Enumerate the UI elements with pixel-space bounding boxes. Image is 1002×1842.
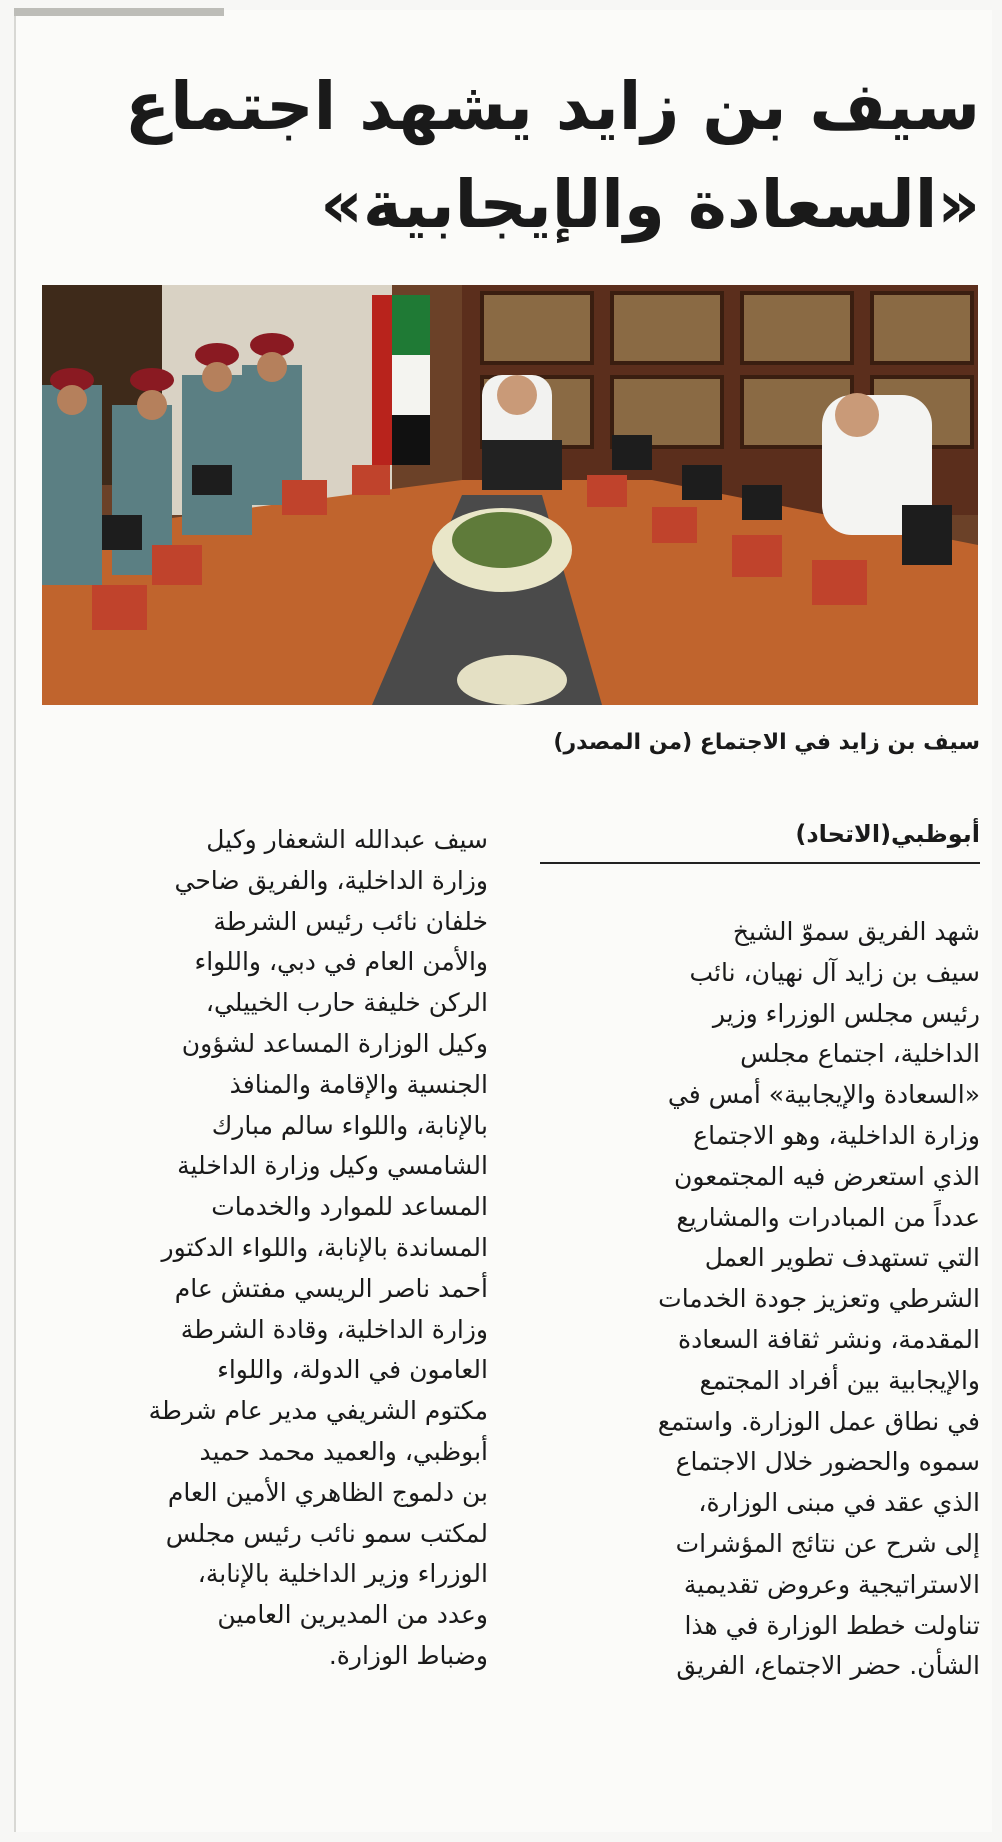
column-line: لمكتب سمو نائب رئيس مجلس bbox=[165, 1518, 488, 1548]
column-line: مكتوم الشريفي مدير عام شرطة bbox=[148, 1396, 488, 1426]
flag-icon bbox=[372, 295, 430, 465]
column-line: «السعادة والإيجابية» أمس في bbox=[667, 1080, 980, 1110]
column-line: أبوظبي، والعميد محمد حميد bbox=[199, 1436, 488, 1466]
column-line: عدداً من المبادرات والمشاريع bbox=[676, 1202, 980, 1232]
column-line: الجنسية والإقامة والمنافذ bbox=[229, 1069, 488, 1099]
column-line: التي تستهدف تطوير العمل bbox=[704, 1243, 980, 1273]
headline-line-2: «السعادة والإيجابية» bbox=[320, 166, 980, 243]
column-line: والإيجابية بين أفراد المجتمع bbox=[699, 1365, 980, 1395]
headline bbox=[80, 58, 980, 254]
column-line: العامون في الدولة، واللواء bbox=[217, 1355, 488, 1385]
column-line: والأمن العام في دبي، واللواء bbox=[194, 947, 488, 977]
column-line: المساندة بالإنابة، واللواء الدكتور bbox=[161, 1232, 488, 1262]
photo-caption: سيف بن زايد في الاجتماع (من المصدر) bbox=[553, 730, 980, 755]
meeting-room-illustration bbox=[42, 285, 978, 705]
column-line: إلى شرح عن نتائج المؤشرات bbox=[675, 1528, 980, 1558]
column-line: الشرطي وتعزيز جودة الخدمات bbox=[658, 1284, 980, 1314]
column-line: الذي استعرض فيه المجتمعون bbox=[674, 1161, 980, 1191]
column-line: الداخلية، اجتماع مجلس bbox=[740, 1039, 980, 1069]
column-line: الذي عقد في مبنى الوزارة، bbox=[698, 1488, 980, 1518]
byline: أبوظبي(الاتحاد) bbox=[540, 820, 980, 864]
column-line: المساعد للموارد والخدمات bbox=[211, 1192, 488, 1222]
column-line: وضباط الوزارة. bbox=[328, 1640, 488, 1670]
clipping-edge bbox=[14, 8, 224, 16]
column-line: رئيس مجلس الوزراء وزير bbox=[712, 998, 980, 1028]
column-line: الركن خليفة حارب الخييلي، bbox=[205, 988, 488, 1018]
column-line: الوزراء وزير الداخلية بالإنابة، bbox=[197, 1559, 488, 1589]
column-line: وزارة الداخلية، والفريق ضاحي bbox=[174, 865, 488, 895]
column-line: بالإنابة، واللواء سالم مبارك bbox=[211, 1110, 488, 1140]
article-column-left bbox=[42, 820, 488, 1677]
column-line: الشأن. حضر الاجتماع، الفريق bbox=[676, 1651, 980, 1681]
column-line: الاستراتيجية وعروض تقديمية bbox=[683, 1569, 980, 1599]
column-line: بن دلموج الظاهري الأمين العام bbox=[167, 1477, 488, 1507]
column-line: وعدد من المديرين العامين bbox=[217, 1600, 488, 1630]
column-line: المقدمة، ونشر ثقافة السعادة bbox=[678, 1324, 980, 1354]
column-line: وزارة الداخلية، وقادة الشرطة bbox=[180, 1314, 488, 1344]
column-line: سيف عبدالله الشعفار وكيل bbox=[206, 825, 488, 854]
column-line: أحمد ناصر الريسي مفتش عام bbox=[174, 1273, 488, 1303]
column-line: سموه والحضور خلال الاجتماع bbox=[675, 1447, 980, 1477]
column-line: سيف بن زايد آل نهيان، نائب bbox=[689, 957, 980, 987]
article-column-right bbox=[534, 912, 980, 1687]
column-line: شهد الفريق سموّ الشيخ bbox=[732, 917, 980, 946]
column-line: في نطاق عمل الوزارة. واستمع bbox=[657, 1406, 980, 1436]
column-line: وزارة الداخلية، وهو الاجتماع bbox=[693, 1120, 980, 1150]
column-line: الشامسي وكيل وزارة الداخلية bbox=[177, 1151, 488, 1181]
column-line: خلفان نائب رئيس الشرطة bbox=[213, 906, 488, 936]
column-line: تناولت خطط الوزارة في هذا bbox=[684, 1610, 980, 1640]
headline-line-1: سيف بن زايد يشهد اجتماع bbox=[125, 68, 980, 145]
column-line: وكيل الوزارة المساعد لشؤون bbox=[181, 1028, 488, 1058]
meeting-photo bbox=[42, 285, 978, 705]
